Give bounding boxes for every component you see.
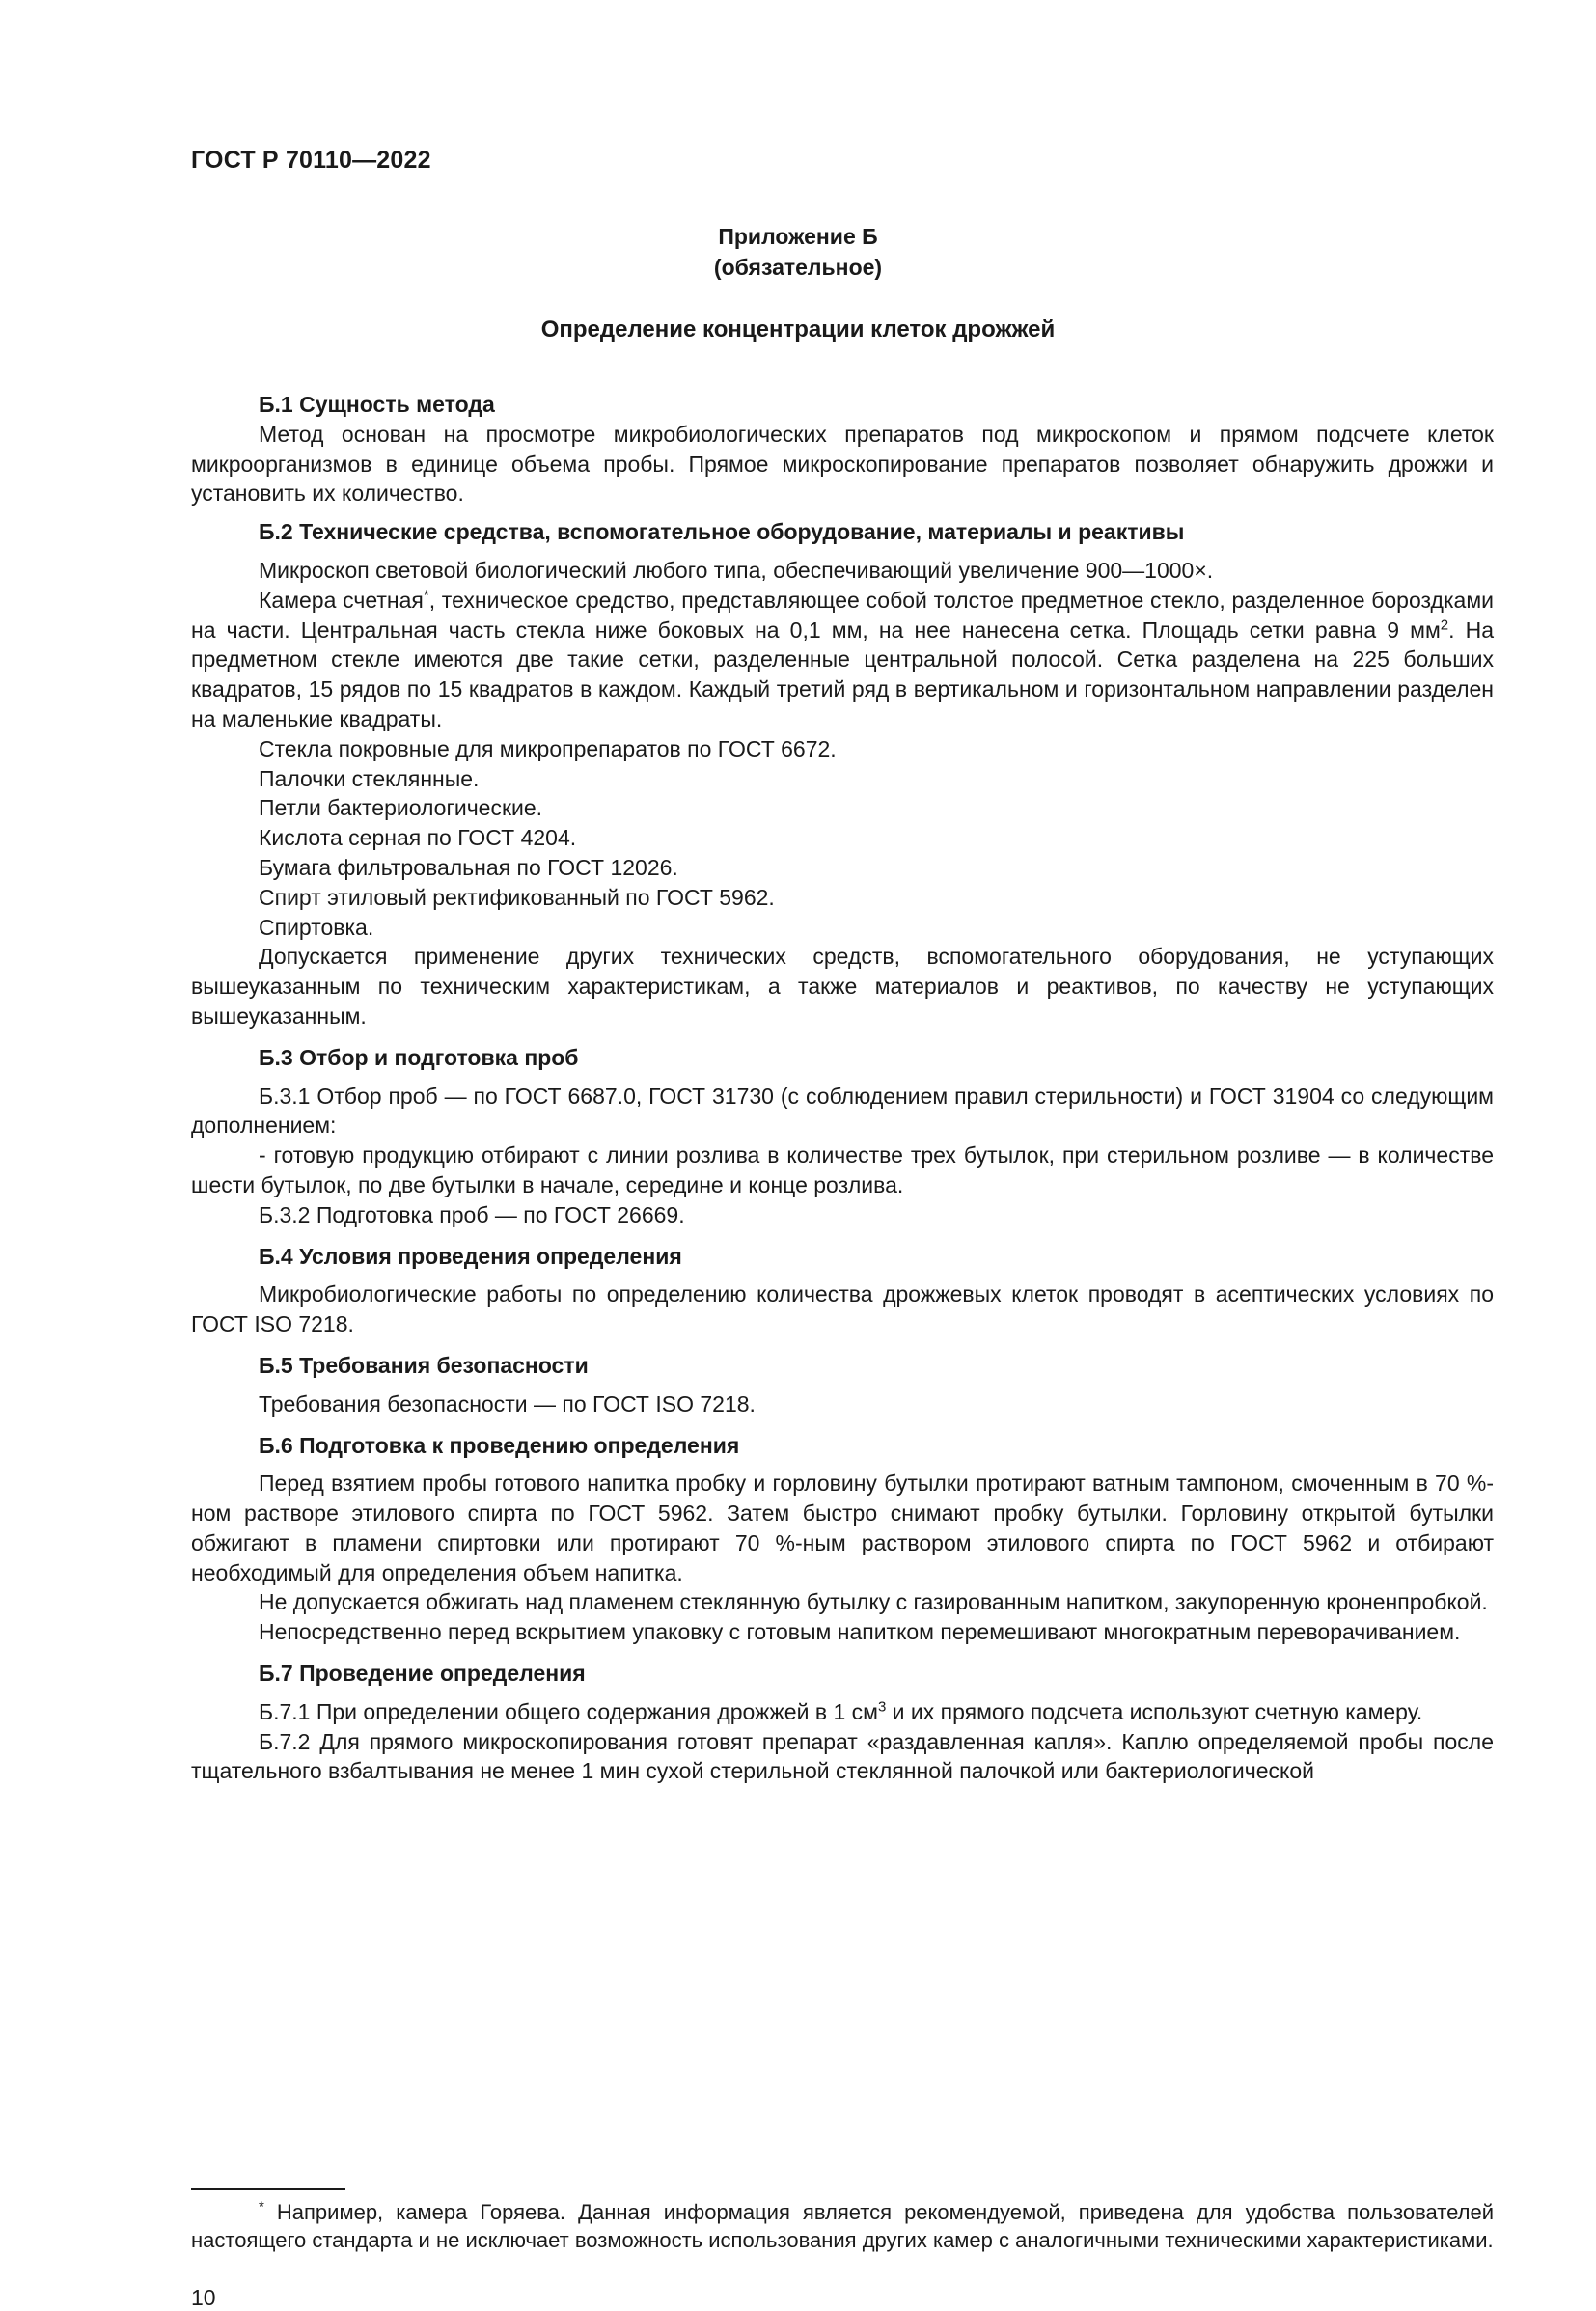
section-heading-b7: Б.7 Проведение определения — [259, 1661, 586, 1687]
footnote-mark: * — [423, 587, 429, 604]
section-heading-b6: Б.6 Подготовка к проведению определения — [259, 1432, 740, 1458]
footnote-mark: * — [259, 2198, 264, 2215]
paragraph: Требования безопасности — по ГОСТ ISO 7218. — [259, 1390, 756, 1417]
paragraph: Микробиологические работы по определению количества дрожжевых клеток проводят в асептических условиях по ГОСТ ISO 7218. — [191, 1281, 1494, 1337]
annex-status: (обязательное) — [713, 255, 883, 280]
paragraph: Не допускается обжигать над пламенем стеклянную бутылку с газированным напитком, закупоренную кроненпробкой. — [259, 1589, 1488, 1615]
footnote-divider — [191, 2188, 345, 2190]
list-item: Спиртовка. — [259, 914, 374, 940]
list-item: Петли бактериологические. — [259, 795, 543, 821]
footnote: * Например, камера Горяева. Данная информация является рекомендуемой, приведена для удобства пользователей настоящего стандарта и не исключает возможность использования других камер с аналогичными техническими характеристиками. — [191, 2198, 1494, 2252]
section-heading-b3: Б.3 Отбор и подготовка проб — [259, 1044, 579, 1070]
list-item: Стекла покровные для микропрепаратов по ГОСТ 6672. — [259, 735, 837, 761]
paragraph: Непосредственно перед вскрытием упаковку с готовым напитком перемешивают многократным переворачиванием. — [259, 1619, 1461, 1645]
paragraph: Перед взятием пробы готового напитка пробку и горловину бутылки протирают ватным тампоном, смоченным в 70 %-ном растворе этилового спирта по ГОСТ 5962. Затем быстро снимают пробку бутылки. Горловину открытой бутылки обжигают в пламени спиртовки или протирают 70 %-ным раствором этилового спирта по ГОСТ 5962 и отбирают необходимый для определения объем напитка. — [191, 1471, 1494, 1585]
list-item: Кислота серная по ГОСТ 4204. — [259, 825, 577, 851]
paragraph: Б.7.1 При определении общего содержания дрожжей в 1 $см^3$ и их прямого подсчета используют счетную камеру. — [259, 1698, 1423, 1724]
list-item: Бумага фильтровальная по ГОСТ 12026. — [259, 854, 678, 880]
annex-title: Приложение Б — [718, 224, 878, 249]
section-heading-b4: Б.4 Условия проведения определения — [259, 1243, 682, 1269]
document-body — [191, 390, 1494, 1786]
annex-heading: Определение концентрации клеток дрожжей — [540, 316, 1056, 343]
page-number: 10 — [191, 2285, 216, 2310]
list-item: Спирт этиловый ректификованный по ГОСТ 5962. — [259, 884, 775, 910]
paragraph: Б.3.2 Подготовка проб — по ГОСТ 26669. — [259, 1201, 685, 1227]
paragraph: Микроскоп световой биологический любого типа, обеспечивающий увеличение 900—1000×. — [259, 557, 1214, 583]
section-heading-b5: Б.5 Требования безопасности — [259, 1352, 589, 1378]
section-heading-b1: Б.1 Сущность метода — [259, 392, 495, 417]
paragraph: Б.3.1 Отбор проб — по ГОСТ 6687.0, ГОСТ 31730 (с соблюдением правил стерильности) и ГОСТ 31904 со следующим дополнением: — [191, 1083, 1494, 1139]
paragraph: Метод основан на просмотре микробиологических препаратов под микроскопом и прямом подсчете клеток микроорганизмов в единице объема пробы. Прямое микроскопирование препаратов позволяет обнаружить дрожжи и установить их количество. — [191, 421, 1494, 507]
list-item: Палочки стеклянные. — [259, 765, 480, 791]
document-header: ГОСТ Р 70110—2022 — [191, 147, 431, 174]
paragraph-camera: Камера счетная*, техническое средство, представляющее собой толстое предметное стекло, разделенное бороздками на части. Центральная часть стекла ниже боковых на 0,1 мм, на нее нанесена сетка. Площадь сетки равна 9 $мм^2$. На предметном стекле имеются две такие сетки, разделенные центральной полосой. Сетка разделена на 225 больших квадратов, 15 рядов по 15 квадратов в каждом. Каждый третий ряд в вертикальном и горизонтальном направлении разделен на маленькие квадраты. — [191, 587, 1494, 731]
paragraph: - готовую продукцию отбирают с линии розлива в количестве трех бутылок, при стерильном розливе — в количестве шести бутылок, по две бутылки в начале, середине и конце розлива. — [191, 1142, 1494, 1197]
section-heading-b2: Б.2 Технические средства, вспомогательное оборудование, материалы и реактивы — [259, 519, 1185, 545]
paragraph: Б.7.2 Для прямого микроскопирования готовят препарат «раздавленная капля». Каплю определяемой пробы после тщательного взбалтывания не менее 1 мин сухой стерильной стеклянной палочкой или бактериологической — [191, 1728, 1494, 1784]
paragraph: Допускается применение других технических средств, вспомогательного оборудования, не уступающих вышеуказанным по техническим характеристикам, а также материалов и реактивов, по качеству не уступающих вышеуказанным. — [191, 944, 1494, 1029]
